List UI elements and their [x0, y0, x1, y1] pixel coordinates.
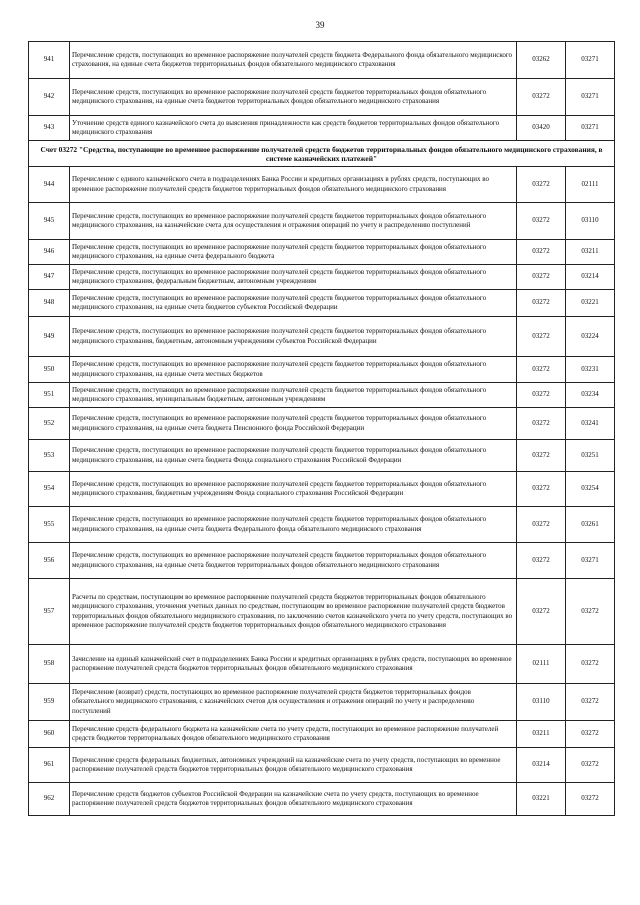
debit-account: 02111: [517, 645, 566, 684]
table-row: [29, 290, 615, 317]
debit-account: 03272: [517, 472, 566, 507]
debit-account: 03272: [517, 240, 566, 265]
table-row: [29, 472, 615, 507]
debit-account: 03221: [517, 783, 566, 816]
row-number: 955: [29, 507, 70, 543]
table-row: [29, 42, 615, 79]
credit-account: 03272: [566, 579, 615, 645]
debit-account: 03262: [517, 42, 566, 79]
credit-account: 03241: [566, 408, 615, 440]
debit-account: 03272: [517, 383, 566, 408]
row-number: 960: [29, 721, 70, 748]
table-row: [29, 748, 615, 783]
debit-account: 03272: [517, 440, 566, 472]
debit-account: 03272: [517, 317, 566, 357]
row-description: Перечисление средств, поступающих во временное распоряжение получателей средств бюджетов территориальных фондов обязательного медицинского страхования, на единые счета бюджетов территориальных фондов обязательного медицинского страхования: [70, 79, 517, 116]
table-row: [29, 79, 615, 116]
credit-account: 02111: [566, 167, 615, 203]
row-description: Перечисление средств, поступающих во временное распоряжение получателей средств бюджетов территориальных фондов обязательного медицинского страхования, бюджетным учреждениям Фонда социального страхования Российской Федерации: [70, 472, 517, 507]
row-number: 959: [29, 684, 70, 721]
row-number: 962: [29, 783, 70, 816]
table-section: [29, 141, 615, 167]
page-number: 39: [315, 20, 325, 30]
debit-account: 03272: [517, 579, 566, 645]
credit-account: 03272: [566, 783, 615, 816]
debit-account: 03272: [517, 79, 566, 116]
debit-account: 03272: [517, 265, 566, 290]
table-row: [29, 507, 615, 543]
table-body-bottom: [29, 167, 615, 816]
row-description: Перечисление с единого казначейского счета в подразделениях Банка России и кредитных организациях в рублях средств, поступающих во временное распоряжение получателей средств бюджетов территориальных фондов обязательного медицинского страхования: [70, 167, 517, 203]
row-number: 948: [29, 290, 70, 317]
debit-account: 03272: [517, 167, 566, 203]
section-header-row: [29, 141, 615, 167]
table-row: [29, 579, 615, 645]
credit-account: 03272: [566, 684, 615, 721]
row-number: 952: [29, 408, 70, 440]
row-description: Перечисление средств, поступающих во временное распоряжение получателей средств бюджетов территориальных фондов обязательного медицинского страхования, муниципальным бюджетным, автономным учреждениям: [70, 383, 517, 408]
row-number: 951: [29, 383, 70, 408]
credit-account: 03271: [566, 543, 615, 579]
debit-account: 03272: [517, 408, 566, 440]
credit-account: 03272: [566, 645, 615, 684]
credit-account: 03214: [566, 265, 615, 290]
row-description: Перечисление средств, поступающих во временное распоряжение получателей средств бюджетов территориальных фондов обязательного медицинского страхования, на единые счета бюджета Федерального фонда обязательного медицинского страхования: [70, 507, 517, 543]
section-title: Счет 03272 "Средства, поступающие во временное распоряжение получателей средств бюджетов территориальных фондов обязательного медицинского страхования, в системе казначейских платежей": [29, 141, 615, 167]
row-number: 953: [29, 440, 70, 472]
credit-account: 03272: [566, 748, 615, 783]
row-description: Расчеты по средствам, поступающим во временное распоряжение получателей средств бюджетов территориальных фондов обязательного медицинского страхования, уточнения учетных данных по средствам, поступающим во временное распоряжение получателей средств бюджетов территориальных фондов обязательного медицинского страхования, по заключению счетов казначейского учета по учету средств, поступающих во временное распоряжение получателей средств бюджетов территориальных фондов обязательного медицинского страхования: [70, 579, 517, 645]
credit-account: 03251: [566, 440, 615, 472]
credit-account: 03271: [566, 79, 615, 116]
row-number: 947: [29, 265, 70, 290]
table-row: [29, 440, 615, 472]
table-row: [29, 684, 615, 721]
row-number: 943: [29, 116, 70, 141]
row-number: 949: [29, 317, 70, 357]
row-number: 946: [29, 240, 70, 265]
row-description: Перечисление средств, поступающих во временное распоряжение получателей средств бюджетов территориальных фондов обязательного медицинского страхования, на единые счета бюджетов территориальных фондов обязательного медицинского страхования: [70, 543, 517, 579]
credit-account: 03261: [566, 507, 615, 543]
table-row: [29, 317, 615, 357]
debit-account: 03272: [517, 290, 566, 317]
row-description: Перечисление средств, поступающих во временное распоряжение получателей средств бюджета Федерального фонда обязательного медицинского страхования, на единые счета бюджетов территориальных фондов обязательного медицинского страхования: [70, 42, 517, 79]
credit-account: 03254: [566, 472, 615, 507]
row-description: Перечисление средств, поступающих во временное распоряжение получателей средств бюджетов территориальных фондов обязательного медицинского страхования, на единые счета бюджетов субъектов Российской Федерации: [70, 290, 517, 317]
table-body-top: [29, 42, 615, 141]
debit-account: 03110: [517, 684, 566, 721]
debit-account: 03272: [517, 507, 566, 543]
debit-account: 03272: [517, 203, 566, 240]
row-number: 958: [29, 645, 70, 684]
row-description: Перечисление средств, поступающих во временное распоряжение получателей средств бюджетов территориальных фондов обязательного медицинского страхования, бюджетным, автономным учреждениям субъектов Российской Федерации: [70, 317, 517, 357]
row-number: 950: [29, 357, 70, 383]
credit-account: 03272: [566, 721, 615, 748]
credit-account: 03110: [566, 203, 615, 240]
debit-account: 03211: [517, 721, 566, 748]
row-description: Перечисление средств, поступающих во временное распоряжение получателей средств бюджетов территориальных фондов обязательного медицинского страхования, на единые счета бюджета Пенсионного фонда Российской Федерации: [70, 408, 517, 440]
table-row: [29, 408, 615, 440]
table-row: [29, 721, 615, 748]
row-number: 945: [29, 203, 70, 240]
table-row: [29, 265, 615, 290]
accounting-entries-table: [28, 41, 615, 816]
row-number: 956: [29, 543, 70, 579]
table-row: [29, 543, 615, 579]
credit-account: 03234: [566, 383, 615, 408]
row-description: Перечисление средств, поступающих во временное распоряжение получателей средств бюджетов территориальных фондов обязательного медицинского страхования, на единые счета федерального бюджета: [70, 240, 517, 265]
credit-account: 03211: [566, 240, 615, 265]
row-number: 957: [29, 579, 70, 645]
debit-account: 03420: [517, 116, 566, 141]
row-description: Перечисление средств бюджетов субъектов Российской Федерации на казначейские счета по учету средств, поступающих во временное распоряжение получателей средств бюджетов территориальных фондов обязательного медицинского страхования: [70, 783, 517, 816]
credit-account: 03271: [566, 42, 615, 79]
table-row: [29, 783, 615, 816]
row-number: 961: [29, 748, 70, 783]
row-description: Зачисление на единый казначейский счет в подразделениях Банка России и кредитных организациях в рублях средств, поступающих во временное распоряжение получателей средств бюджетов территориальных фондов обязательного медицинского страхования: [70, 645, 517, 684]
table-row: [29, 240, 615, 265]
row-description: Перечисление средств, поступающих во временное распоряжение получателей средств бюджетов территориальных фондов обязательного медицинского страхования, федеральным бюджетным, автономным учреждениям: [70, 265, 517, 290]
row-number: 954: [29, 472, 70, 507]
credit-account: 03271: [566, 116, 615, 141]
credit-account: 03221: [566, 290, 615, 317]
row-description: Уточнение средств единого казначейского счета до выяснения принадлежности как средств бюджетов территориальных фондов обязательного медицинского страхования: [70, 116, 517, 141]
row-number: 942: [29, 79, 70, 116]
debit-account: 03272: [517, 357, 566, 383]
debit-account: 03214: [517, 748, 566, 783]
row-description: Перечисление средств федерального бюджета на казначейские счета по учету средств, поступающих во временное распоряжение получателей средств бюджетов территориальных фондов обязательного медицинского страхования: [70, 721, 517, 748]
table-row: [29, 167, 615, 203]
table-row: [29, 116, 615, 141]
table-row: [29, 357, 615, 383]
row-description: Перечисление (возврат) средств, поступающих во временное распоряжение получателей средств бюджетов территориальных фондов обязательного медицинского страхования, с казначейских счетов для осуществления и отражения операций по учету и распределению поступлений: [70, 684, 517, 721]
row-description: Перечисление средств, поступающих во временное распоряжение получателей средств бюджетов территориальных фондов обязательного медицинского страхования, на единые счета местных бюджетов: [70, 357, 517, 383]
row-description: Перечисление средств федеральных бюджетных, автономных учреждений на казначейские счета по учету средств, поступающих во временное распоряжение получателей средств бюджетов территориальных фондов обязательного медицинского страхования: [70, 748, 517, 783]
debit-account: 03272: [517, 543, 566, 579]
table-row: [29, 203, 615, 240]
row-number: 944: [29, 167, 70, 203]
row-description: Перечисление средств, поступающих во временное распоряжение получателей средств бюджетов территориальных фондов обязательного медицинского страхования, на единые счета бюджета Фонда социального страхования Российской Федерации: [70, 440, 517, 472]
row-description: Перечисление средств, поступающих во временное распоряжение получателей средств бюджетов территориальных фондов обязательного медицинского страхования, на казначейские счета для осуществления и отражения операций по учету и распределению поступлений: [70, 203, 517, 240]
table-row: [29, 645, 615, 684]
credit-account: 03224: [566, 317, 615, 357]
table-row: [29, 383, 615, 408]
credit-account: 03231: [566, 357, 615, 383]
row-number: 941: [29, 42, 70, 79]
